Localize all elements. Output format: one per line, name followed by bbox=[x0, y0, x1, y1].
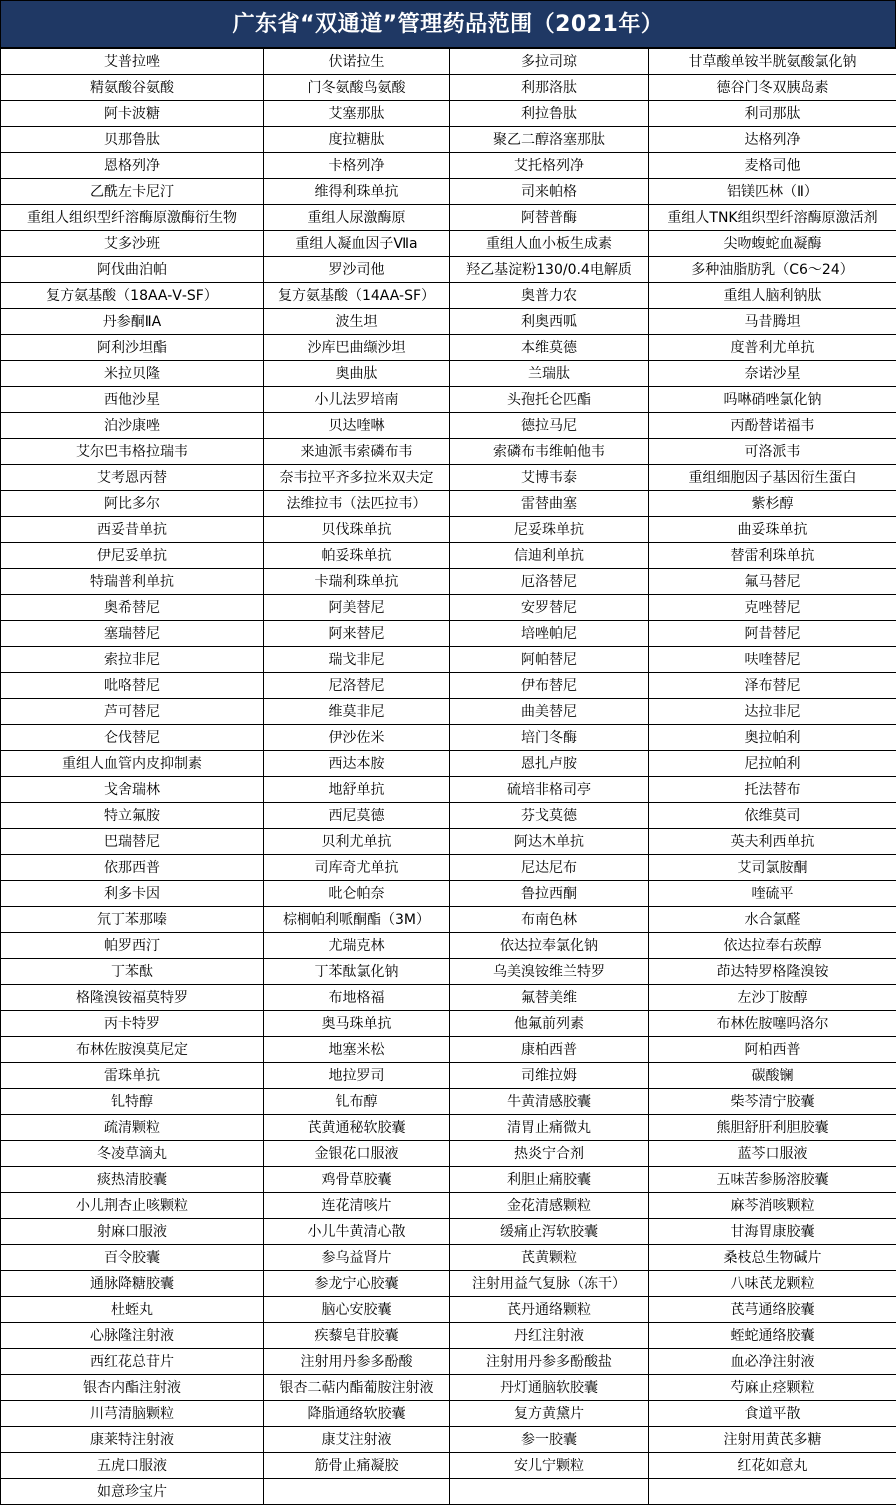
drug-cell: 杜蛭丸 bbox=[1, 1297, 264, 1323]
drug-cell: 阿比多尔 bbox=[1, 491, 264, 517]
drug-cell: 尤瑞克林 bbox=[264, 933, 450, 959]
drug-cell: 麦格司他 bbox=[649, 153, 896, 179]
drug-cell: 艾尔巴韦格拉瑞韦 bbox=[1, 439, 264, 465]
drug-cell: 依维莫司 bbox=[649, 803, 896, 829]
drug-cell: 芍麻止痉颗粒 bbox=[649, 1375, 896, 1401]
table-row bbox=[1, 361, 896, 387]
drug-cell: 奥曲肽 bbox=[264, 361, 450, 387]
drug-cell: 特立氟胺 bbox=[1, 803, 264, 829]
drug-cell: 丙卡特罗 bbox=[1, 1011, 264, 1037]
drug-cell: 卡瑞利珠单抗 bbox=[264, 569, 450, 595]
drug-cell: 康莱特注射液 bbox=[1, 1427, 264, 1453]
drug-cell: 参龙宁心胶囊 bbox=[264, 1271, 450, 1297]
drug-cell: 脑心安胶囊 bbox=[264, 1297, 450, 1323]
drug-cell: 芪丹通络颗粒 bbox=[450, 1297, 649, 1323]
drug-cell: 沙库巴曲缬沙坦 bbox=[264, 335, 450, 361]
drug-cell: 阿替普酶 bbox=[450, 205, 649, 231]
drug-cell: 注射用益气复脉（冻干） bbox=[450, 1271, 649, 1297]
drug-cell: 伊沙佐米 bbox=[264, 725, 450, 751]
drug-cell: 血必净注射液 bbox=[649, 1349, 896, 1375]
drug-cell: 通脉降糖胶囊 bbox=[1, 1271, 264, 1297]
drug-cell: 艾多沙班 bbox=[1, 231, 264, 257]
drug-cell: 吗啉硝唑氯化钠 bbox=[649, 387, 896, 413]
drug-cell: 培门冬酶 bbox=[450, 725, 649, 751]
table-row bbox=[1, 621, 896, 647]
drug-cell: 巴瑞替尼 bbox=[1, 829, 264, 855]
drug-cell: 丹参酮ⅡA bbox=[1, 309, 264, 335]
drug-cell: 雷珠单抗 bbox=[1, 1063, 264, 1089]
table-row bbox=[1, 231, 896, 257]
drug-cell: 尼达尼布 bbox=[450, 855, 649, 881]
drug-cell: 注射用丹参多酚酸 bbox=[264, 1349, 450, 1375]
drug-cell: 铝镁匹林（Ⅱ） bbox=[649, 179, 896, 205]
drug-cell: 阿昔替尼 bbox=[649, 621, 896, 647]
drug-cell: 艾托格列净 bbox=[450, 153, 649, 179]
drug-cell: 安儿宁颗粒 bbox=[450, 1453, 649, 1479]
drug-cell: 尼妥珠单抗 bbox=[450, 517, 649, 543]
drug-cell: 注射用黄芪多糖 bbox=[649, 1427, 896, 1453]
drug-cell: 雷替曲塞 bbox=[450, 491, 649, 517]
drug-cell: 培唑帕尼 bbox=[450, 621, 649, 647]
page-title: 广东省“双通道”管理药品范围（2021年） bbox=[0, 0, 896, 48]
table-row bbox=[1, 881, 896, 907]
drug-cell: 利奥西呱 bbox=[450, 309, 649, 335]
drug-cell: 尼洛替尼 bbox=[264, 673, 450, 699]
drug-cell: 阿卡波糖 bbox=[1, 101, 264, 127]
drug-cell: 布地格福 bbox=[264, 985, 450, 1011]
drug-cell: 芪黄颗粒 bbox=[450, 1245, 649, 1271]
drug-cell: 吡咯替尼 bbox=[1, 673, 264, 699]
drug-cell: 安罗替尼 bbox=[450, 595, 649, 621]
drug-cell: 金花清感颗粒 bbox=[450, 1193, 649, 1219]
drug-cell: 地舒单抗 bbox=[264, 777, 450, 803]
drug-cell: 本维莫德 bbox=[450, 335, 649, 361]
drug-cell: 贝达喹啉 bbox=[264, 413, 450, 439]
table-row bbox=[1, 1115, 896, 1141]
drug-cell bbox=[264, 1479, 450, 1505]
drug-cell: 精氨酸谷氨酸 bbox=[1, 75, 264, 101]
drug-cell: 芪芎通络胶囊 bbox=[649, 1297, 896, 1323]
drug-cell: 熊胆舒肝利胆胶囊 bbox=[649, 1115, 896, 1141]
drug-cell: 阿伐曲泊帕 bbox=[1, 257, 264, 283]
table-row bbox=[1, 1245, 896, 1271]
table-row bbox=[1, 283, 896, 309]
drug-cell: 西达本胺 bbox=[264, 751, 450, 777]
drug-cell: 缓痛止泻软胶囊 bbox=[450, 1219, 649, 1245]
drug-cell: 甘草酸单铵半胱氨酸氯化钠 bbox=[649, 49, 896, 75]
drug-cell: 信迪利单抗 bbox=[450, 543, 649, 569]
drug-cell: 阿帕替尼 bbox=[450, 647, 649, 673]
drug-cell: 康艾注射液 bbox=[264, 1427, 450, 1453]
drug-cell: 参乌益肾片 bbox=[264, 1245, 450, 1271]
drug-cell: 西红花总苷片 bbox=[1, 1349, 264, 1375]
drug-cell: 利那洛肽 bbox=[450, 75, 649, 101]
drug-cell: 桑枝总生物碱片 bbox=[649, 1245, 896, 1271]
drug-cell: 依那西普 bbox=[1, 855, 264, 881]
table-row bbox=[1, 985, 896, 1011]
drug-cell: 可洛派韦 bbox=[649, 439, 896, 465]
table-row bbox=[1, 777, 896, 803]
drug-cell: 法维拉韦（法匹拉韦） bbox=[264, 491, 450, 517]
drug-cell: 芪黄通秘软胶囊 bbox=[264, 1115, 450, 1141]
drug-cell: 喹硫平 bbox=[649, 881, 896, 907]
table-row bbox=[1, 1297, 896, 1323]
table-row bbox=[1, 49, 896, 75]
table-row bbox=[1, 699, 896, 725]
drug-cell: 降脂通络软胶囊 bbox=[264, 1401, 450, 1427]
drug-cell: 清胃止痛微丸 bbox=[450, 1115, 649, 1141]
drug-cell: 波生坦 bbox=[264, 309, 450, 335]
drug-cell: 兰瑞肽 bbox=[450, 361, 649, 387]
drug-cell: 丹红注射液 bbox=[450, 1323, 649, 1349]
drug-cell: 碳酸镧 bbox=[649, 1063, 896, 1089]
drug-cell: 氟马替尼 bbox=[649, 569, 896, 595]
table-row bbox=[1, 673, 896, 699]
drug-cell: 德拉马尼 bbox=[450, 413, 649, 439]
table-row bbox=[1, 1037, 896, 1063]
drug-cell: 柴芩清宁胶囊 bbox=[649, 1089, 896, 1115]
drug-cell: 八味芪龙颗粒 bbox=[649, 1271, 896, 1297]
drug-cell: 左沙丁胺醇 bbox=[649, 985, 896, 1011]
drug-cell: 鸡骨草胶囊 bbox=[264, 1167, 450, 1193]
drug-cell: 米拉贝隆 bbox=[1, 361, 264, 387]
drug-cell: 重组人组织型纤溶酶原激酶衍生物 bbox=[1, 205, 264, 231]
table-row bbox=[1, 1271, 896, 1297]
drug-cell: 奈诺沙星 bbox=[649, 361, 896, 387]
drug-cell: 五虎口服液 bbox=[1, 1453, 264, 1479]
table-row bbox=[1, 75, 896, 101]
drug-cell: 利司那肽 bbox=[649, 101, 896, 127]
drug-cell: 复方氨基酸（14AA-SF） bbox=[264, 283, 450, 309]
drug-cell: 索磷布韦维帕他韦 bbox=[450, 439, 649, 465]
drug-cell: 如意珍宝片 bbox=[1, 1479, 264, 1505]
drug-cell: 泽布替尼 bbox=[649, 673, 896, 699]
table-row bbox=[1, 959, 896, 985]
table-row bbox=[1, 1375, 896, 1401]
drug-cell: 丙酚替诺福韦 bbox=[649, 413, 896, 439]
table-row bbox=[1, 907, 896, 933]
drug-cell: 重组人尿激酶原 bbox=[264, 205, 450, 231]
drug-cell: 奥普力农 bbox=[450, 283, 649, 309]
drug-cell: 蓝芩口服液 bbox=[649, 1141, 896, 1167]
drug-cell: 水合氯醛 bbox=[649, 907, 896, 933]
drug-cell: 奥马珠单抗 bbox=[264, 1011, 450, 1037]
drug-cell: 索拉非尼 bbox=[1, 647, 264, 673]
table-row bbox=[1, 517, 896, 543]
drug-cell: 金银花口服液 bbox=[264, 1141, 450, 1167]
drug-cell: 多拉司琼 bbox=[450, 49, 649, 75]
drug-cell: 泊沙康唑 bbox=[1, 413, 264, 439]
drug-cell: 阿来替尼 bbox=[264, 621, 450, 647]
drug-cell: 冬凌草滴丸 bbox=[1, 1141, 264, 1167]
drug-cell: 钆布醇 bbox=[264, 1089, 450, 1115]
drug-cell: 替雷利珠单抗 bbox=[649, 543, 896, 569]
drug-cell: 疾藜皂苷胶囊 bbox=[264, 1323, 450, 1349]
table-row bbox=[1, 647, 896, 673]
drug-cell: 鲁拉西酮 bbox=[450, 881, 649, 907]
drug-cell: 托法替布 bbox=[649, 777, 896, 803]
drug-cell: 注射用丹参多酚酸盐 bbox=[450, 1349, 649, 1375]
drug-cell: 茚达特罗格隆溴铵 bbox=[649, 959, 896, 985]
drug-table bbox=[0, 48, 896, 1505]
drug-cell: 小儿法罗培南 bbox=[264, 387, 450, 413]
drug-cell: 聚乙二醇洛塞那肽 bbox=[450, 127, 649, 153]
drug-cell: 蛭蛇通络胶囊 bbox=[649, 1323, 896, 1349]
drug-cell: 重组人血管内皮抑制素 bbox=[1, 751, 264, 777]
drug-cell: 利拉鲁肽 bbox=[450, 101, 649, 127]
drug-cell: 参一胶囊 bbox=[450, 1427, 649, 1453]
drug-cell: 艾塞那肽 bbox=[264, 101, 450, 127]
drug-cell: 罗沙司他 bbox=[264, 257, 450, 283]
drug-cell: 阿美替尼 bbox=[264, 595, 450, 621]
drug-cell: 多种油脂肪乳（C6～24） bbox=[649, 257, 896, 283]
drug-cell: 丁苯酞 bbox=[1, 959, 264, 985]
table-row bbox=[1, 309, 896, 335]
drug-cell: 芬戈莫德 bbox=[450, 803, 649, 829]
drug-cell: 布林佐胺噻吗洛尔 bbox=[649, 1011, 896, 1037]
drug-cell: 卡格列净 bbox=[264, 153, 450, 179]
table-row bbox=[1, 1141, 896, 1167]
table-row bbox=[1, 153, 896, 179]
table-row bbox=[1, 1427, 896, 1453]
drug-cell: 吡仑帕奈 bbox=[264, 881, 450, 907]
drug-cell: 麻芩消咳颗粒 bbox=[649, 1193, 896, 1219]
drug-cell: 重组人脑利钠肽 bbox=[649, 283, 896, 309]
drug-cell: 尼拉帕利 bbox=[649, 751, 896, 777]
drug-cell: 度普利尤单抗 bbox=[649, 335, 896, 361]
drug-cell: 乌美溴铵维兰特罗 bbox=[450, 959, 649, 985]
drug-cell: 曲美替尼 bbox=[450, 699, 649, 725]
drug-cell: 筋骨止痛凝胶 bbox=[264, 1453, 450, 1479]
drug-cell: 利胆止痛胶囊 bbox=[450, 1167, 649, 1193]
drug-cell: 银杏内酯注射液 bbox=[1, 1375, 264, 1401]
drug-cell: 地拉罗司 bbox=[264, 1063, 450, 1089]
table-row bbox=[1, 465, 896, 491]
table-row bbox=[1, 1063, 896, 1089]
table-row bbox=[1, 543, 896, 569]
drug-cell: 甘海胃康胶囊 bbox=[649, 1219, 896, 1245]
drug-cell: 银杏二萜内酯葡胺注射液 bbox=[264, 1375, 450, 1401]
drug-cell: 戈舍瑞林 bbox=[1, 777, 264, 803]
drug-cell: 达格列净 bbox=[649, 127, 896, 153]
drug-cell: 贝伐珠单抗 bbox=[264, 517, 450, 543]
table-row bbox=[1, 1193, 896, 1219]
drug-cell: 热炎宁合剂 bbox=[450, 1141, 649, 1167]
drug-cell: 司维拉姆 bbox=[450, 1063, 649, 1089]
drug-cell: 艾博韦泰 bbox=[450, 465, 649, 491]
drug-cell: 阿达木单抗 bbox=[450, 829, 649, 855]
drug-cell: 门冬氨酸鸟氨酸 bbox=[264, 75, 450, 101]
drug-cell: 奥希替尼 bbox=[1, 595, 264, 621]
drug-cell: 重组细胞因子基因衍生蛋白 bbox=[649, 465, 896, 491]
drug-cell: 维得利珠单抗 bbox=[264, 179, 450, 205]
table-row bbox=[1, 1219, 896, 1245]
drug-cell: 阿利沙坦酯 bbox=[1, 335, 264, 361]
drug-cell: 疏清颗粒 bbox=[1, 1115, 264, 1141]
table-row bbox=[1, 1167, 896, 1193]
drug-cell bbox=[649, 1479, 896, 1505]
drug-cell: 格隆溴铵福莫特罗 bbox=[1, 985, 264, 1011]
drug-cell: 布南色林 bbox=[450, 907, 649, 933]
drug-cell: 川芎清脑颗粒 bbox=[1, 1401, 264, 1427]
drug-cell: 依达拉奉右莰醇 bbox=[649, 933, 896, 959]
drug-cell: 西他沙星 bbox=[1, 387, 264, 413]
drug-cell: 羟乙基淀粉130/0.4电解质 bbox=[450, 257, 649, 283]
table-row bbox=[1, 1089, 896, 1115]
drug-cell: 氘丁苯那嗪 bbox=[1, 907, 264, 933]
table-row bbox=[1, 257, 896, 283]
drug-cell: 奥拉帕利 bbox=[649, 725, 896, 751]
drug-cell: 贝利尤单抗 bbox=[264, 829, 450, 855]
table-row bbox=[1, 1401, 896, 1427]
drug-cell: 小儿牛黄清心散 bbox=[264, 1219, 450, 1245]
table-row bbox=[1, 1453, 896, 1479]
table-row bbox=[1, 751, 896, 777]
drug-cell: 红花如意丸 bbox=[649, 1453, 896, 1479]
table-row bbox=[1, 127, 896, 153]
table-row bbox=[1, 855, 896, 881]
drug-cell: 塞瑞替尼 bbox=[1, 621, 264, 647]
drug-cell: 康柏西普 bbox=[450, 1037, 649, 1063]
drug-cell: 西尼莫德 bbox=[264, 803, 450, 829]
table-row bbox=[1, 179, 896, 205]
drug-cell: 利多卡因 bbox=[1, 881, 264, 907]
drug-cell: 布林佐胺溴莫尼定 bbox=[1, 1037, 264, 1063]
drug-cell: 重组人血小板生成素 bbox=[450, 231, 649, 257]
drug-cell: 呋喹替尼 bbox=[649, 647, 896, 673]
drug-cell: 恩扎卢胺 bbox=[450, 751, 649, 777]
drug-cell: 来迪派韦索磷布韦 bbox=[264, 439, 450, 465]
drug-cell: 艾普拉唑 bbox=[1, 49, 264, 75]
table-row bbox=[1, 569, 896, 595]
table-row bbox=[1, 439, 896, 465]
drug-cell: 小儿荆杏止咳颗粒 bbox=[1, 1193, 264, 1219]
drug-cell: 维莫非尼 bbox=[264, 699, 450, 725]
drug-cell: 阿柏西普 bbox=[649, 1037, 896, 1063]
table-row bbox=[1, 387, 896, 413]
drug-cell: 牛黄清感胶囊 bbox=[450, 1089, 649, 1115]
drug-cell: 连花清咳片 bbox=[264, 1193, 450, 1219]
drug-cell: 奈韦拉平齐多拉米双夫定 bbox=[264, 465, 450, 491]
drug-table-body bbox=[1, 49, 896, 1505]
drug-cell: 西妥昔单抗 bbox=[1, 517, 264, 543]
table-row bbox=[1, 1323, 896, 1349]
drug-cell: 司库奇尤单抗 bbox=[264, 855, 450, 881]
drug-cell: 厄洛替尼 bbox=[450, 569, 649, 595]
drug-cell: 紫杉醇 bbox=[649, 491, 896, 517]
drug-cell: 马昔腾坦 bbox=[649, 309, 896, 335]
table-row bbox=[1, 335, 896, 361]
drug-cell: 重组人凝血因子Ⅶa bbox=[264, 231, 450, 257]
drug-cell: 丹灯通脑软胶囊 bbox=[450, 1375, 649, 1401]
drug-cell: 贝那鲁肽 bbox=[1, 127, 264, 153]
drug-cell: 射麻口服液 bbox=[1, 1219, 264, 1245]
drug-cell: 恩格列净 bbox=[1, 153, 264, 179]
drug-cell: 硫培非格司亭 bbox=[450, 777, 649, 803]
drug-cell: 头孢托仑匹酯 bbox=[450, 387, 649, 413]
drug-cell: 复方氨基酸（18AA-Ⅴ-SF） bbox=[1, 283, 264, 309]
drug-cell: 地塞米松 bbox=[264, 1037, 450, 1063]
table-row bbox=[1, 413, 896, 439]
drug-cell: 瑞戈非尼 bbox=[264, 647, 450, 673]
drug-cell: 度拉糖肽 bbox=[264, 127, 450, 153]
drug-cell: 德谷门冬双胰岛素 bbox=[649, 75, 896, 101]
drug-cell: 他氟前列素 bbox=[450, 1011, 649, 1037]
drug-cell: 艾司氯胺酮 bbox=[649, 855, 896, 881]
drug-cell: 特瑞普利单抗 bbox=[1, 569, 264, 595]
drug-cell: 帕罗西汀 bbox=[1, 933, 264, 959]
drug-cell: 克唑替尼 bbox=[649, 595, 896, 621]
table-row bbox=[1, 1011, 896, 1037]
drug-cell: 芦可替尼 bbox=[1, 699, 264, 725]
drug-cell: 伊布替尼 bbox=[450, 673, 649, 699]
drug-cell: 尖吻蝮蛇血凝酶 bbox=[649, 231, 896, 257]
drug-cell: 依达拉奉氯化钠 bbox=[450, 933, 649, 959]
table-row bbox=[1, 205, 896, 231]
drug-cell: 食道平散 bbox=[649, 1401, 896, 1427]
drug-cell: 复方黄黛片 bbox=[450, 1401, 649, 1427]
drug-cell: 仑伐替尼 bbox=[1, 725, 264, 751]
table-row bbox=[1, 1479, 896, 1505]
drug-cell: 钆特醇 bbox=[1, 1089, 264, 1115]
drug-cell: 伊尼妥单抗 bbox=[1, 543, 264, 569]
table-row bbox=[1, 101, 896, 127]
drug-cell: 痰热清胶囊 bbox=[1, 1167, 264, 1193]
drug-cell: 重组人TNK组织型纤溶酶原激活剂 bbox=[649, 205, 896, 231]
drug-cell: 丁苯酞氯化钠 bbox=[264, 959, 450, 985]
drug-cell: 帕妥珠单抗 bbox=[264, 543, 450, 569]
table-row bbox=[1, 933, 896, 959]
drug-cell: 心脉隆注射液 bbox=[1, 1323, 264, 1349]
drug-cell bbox=[450, 1479, 649, 1505]
drug-cell: 棕榈帕利哌酮酯（3M） bbox=[264, 907, 450, 933]
drug-cell: 曲妥珠单抗 bbox=[649, 517, 896, 543]
drug-cell: 百令胶囊 bbox=[1, 1245, 264, 1271]
table-row bbox=[1, 829, 896, 855]
drug-cell: 艾考恩丙替 bbox=[1, 465, 264, 491]
drug-cell: 伏诺拉生 bbox=[264, 49, 450, 75]
drug-cell: 氟替美维 bbox=[450, 985, 649, 1011]
drug-cell: 达拉非尼 bbox=[649, 699, 896, 725]
table-row bbox=[1, 803, 896, 829]
drug-cell: 乙酰左卡尼汀 bbox=[1, 179, 264, 205]
table-row bbox=[1, 1349, 896, 1375]
drug-cell: 司来帕格 bbox=[450, 179, 649, 205]
table-row bbox=[1, 595, 896, 621]
table-row bbox=[1, 491, 896, 517]
drug-cell: 英夫利西单抗 bbox=[649, 829, 896, 855]
table-row bbox=[1, 725, 896, 751]
drug-cell: 五味苦参肠溶胶囊 bbox=[649, 1167, 896, 1193]
